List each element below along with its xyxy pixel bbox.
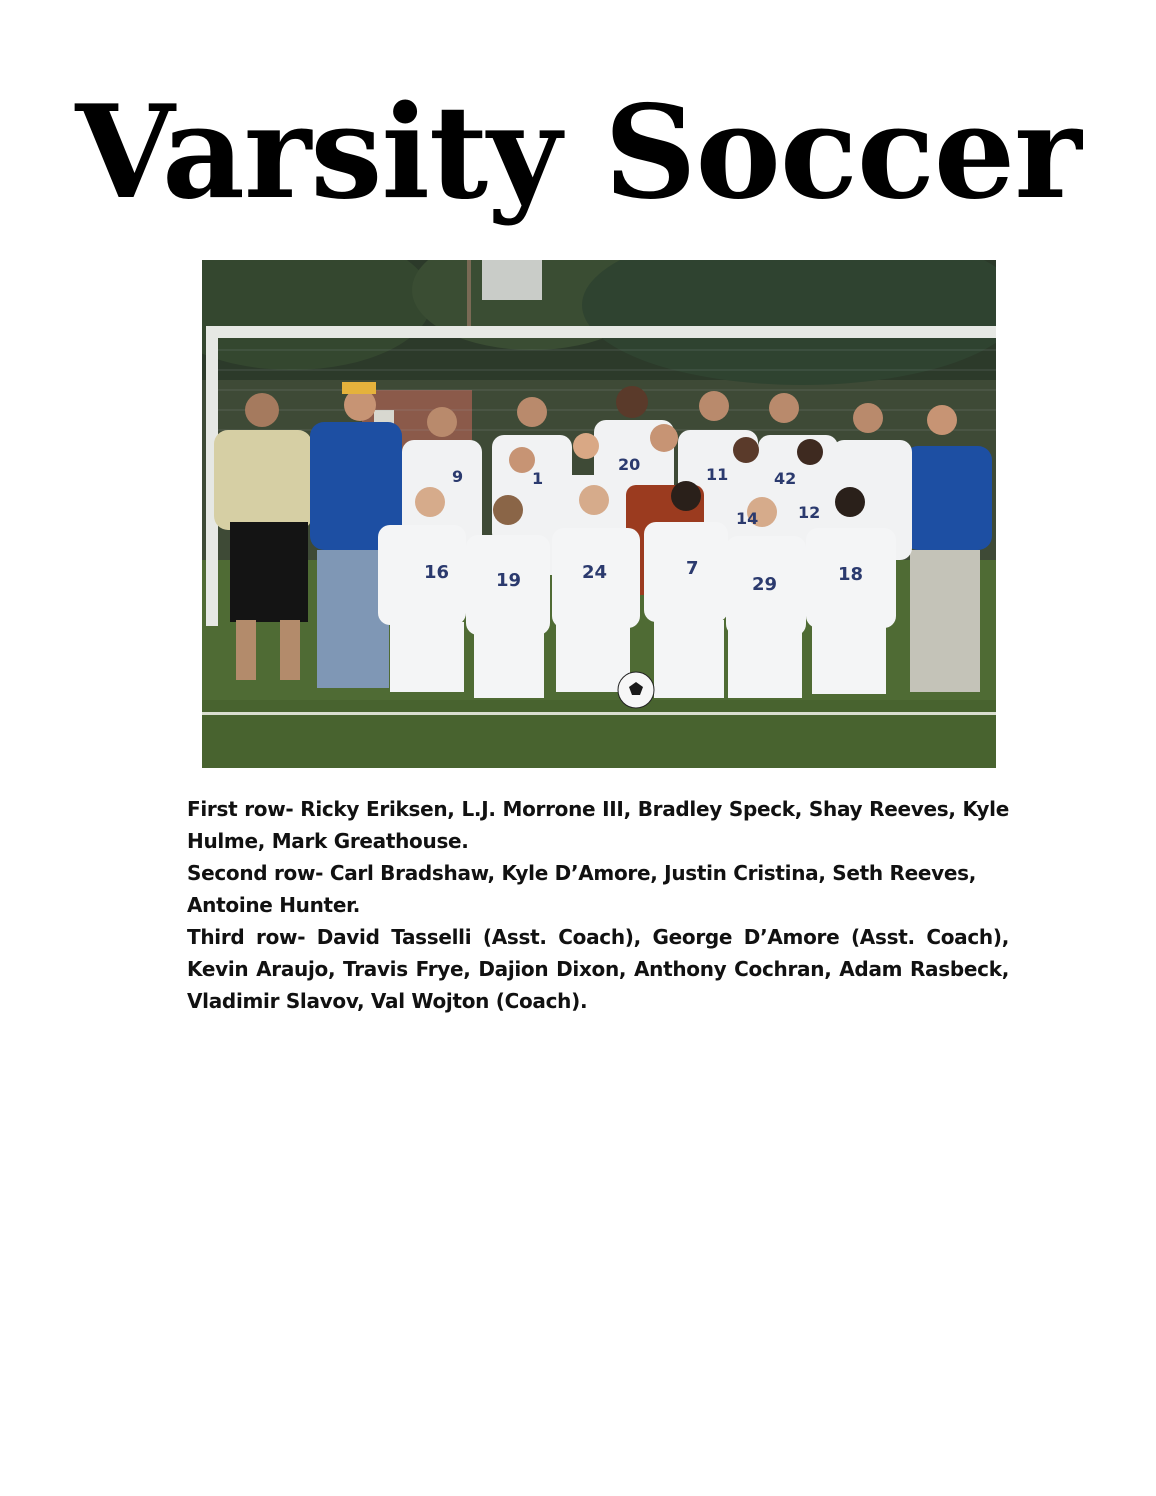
caption-third-row: Third row- David Tasselli (Asst. Coach), George D’Amore (Asst. Coach), Kevin Araujo, Travis Frye, Dajion Dixon, Anthony Cochran, Adam Rasbeck, Vladimir Slavov, Val Wojton (Coach). [187,925,1009,1013]
jersey-number: 9 [452,467,464,486]
jersey-number: 16 [424,562,450,583]
jersey-number: 14 [736,509,759,528]
jersey-number: 12 [798,503,821,522]
jersey-number: 11 [706,465,729,484]
photo-caption [187,793,1009,1017]
jersey-number: 20 [618,455,641,474]
caption-second-row: Second row- Carl Bradshaw, Kyle D’Amore, Justin Cristina, Seth Reeves, Antoine Hunter. [187,861,977,917]
jersey-number: 24 [582,562,608,583]
team-photo [202,260,996,768]
caption-first-row: First row- Ricky Eriksen, L.J. Morrone III, Bradley Speck, Shay Reeves, Kyle Hulme, Mark Greathouse. [187,797,1009,853]
page-title: Varsity Soccer [75,78,1081,228]
jersey-number: 19 [496,570,522,591]
jersey-number: 7 [686,558,699,579]
jersey-number: 42 [774,469,797,488]
jersey-number: 29 [752,574,778,595]
jersey-number: 1 [532,469,544,488]
jersey-number: 18 [838,564,864,585]
